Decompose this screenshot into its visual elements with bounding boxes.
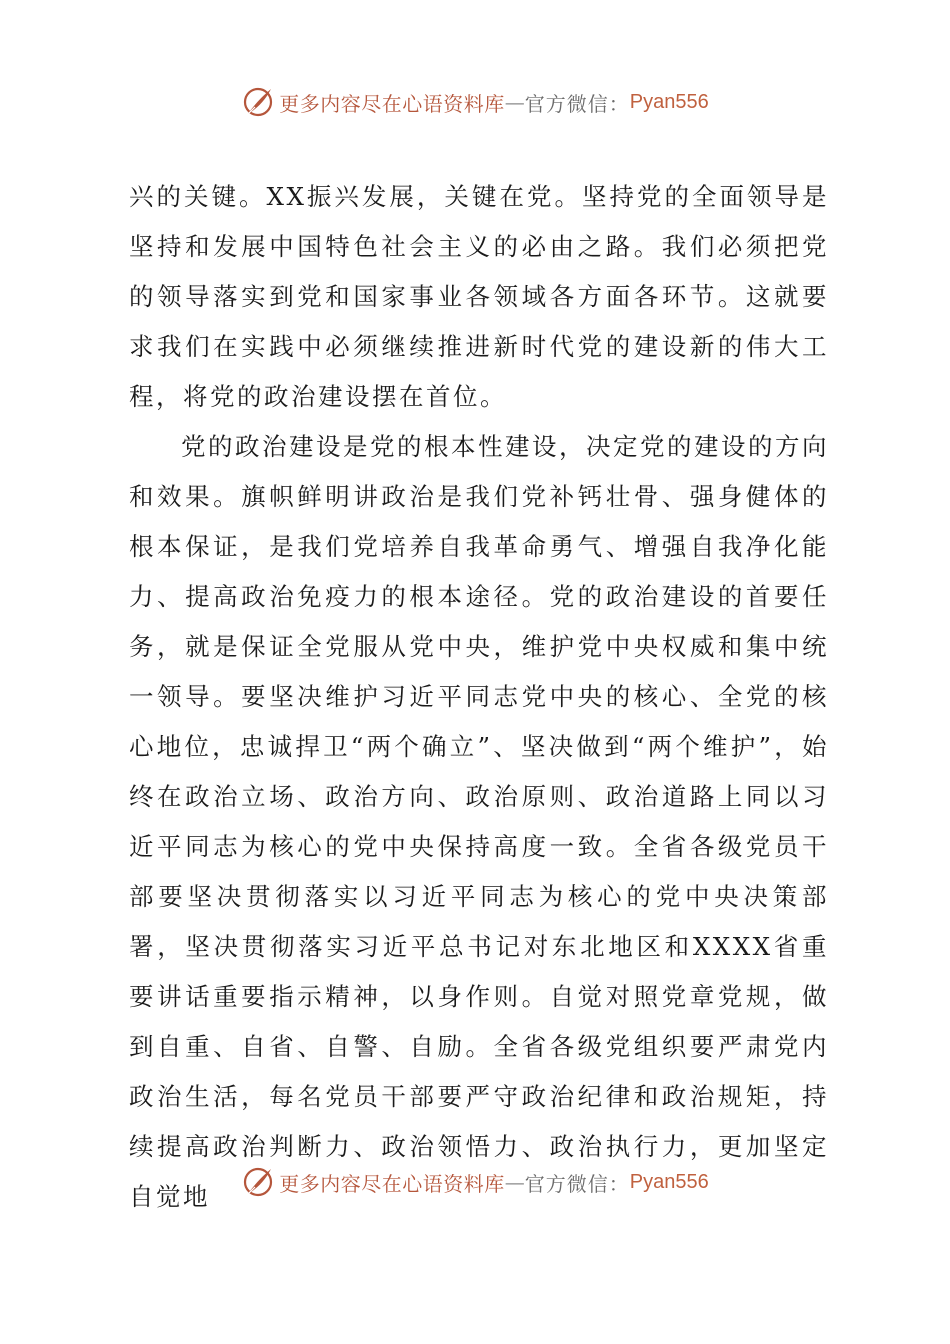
footer-separator: — xyxy=(504,1170,525,1194)
banner-main-text: 更多内容尽在心语资料库 xyxy=(279,91,505,116)
paragraph-continued: 兴的关键。XX振兴发展，关键在党。坚持党的全面领导是坚持和发展中国特色社会主义的必由之路。我们必须把党的领导落实到党和国家事业各领域各方面各环节。这就要求我们在实践中必须继续推进新时代党的建设新的伟大工程，将党的政治建设摆在首位。 xyxy=(129,182,829,411)
footer-wechat-id: Pyan556 xyxy=(629,1170,709,1193)
wechat-id: Pyan556 xyxy=(629,90,709,113)
footer-banner xyxy=(0,1162,950,1202)
wechat-label: 官方微信： xyxy=(524,91,630,116)
quill-pen-logo-icon xyxy=(241,85,275,119)
document-body xyxy=(129,172,829,1222)
banner-separator: — xyxy=(504,90,525,114)
footer-main-text: 更多内容尽在心语资料库 xyxy=(279,1171,505,1196)
quill-pen-logo-icon xyxy=(241,1165,275,1199)
footer-wechat-label: 官方微信： xyxy=(524,1171,630,1196)
paragraph-political-construction: 党的政治建设是党的根本性建设，决定党的建设的方向和效果。旗帜鲜明讲政治是我们党补钙壮骨、强身健体的根本保证，是我们党培养自我革命勇气、增强自我净化能力、提高政治免疫力的根本途径。党的政治建设的首要任务，就是保证全党服从党中央，维护党中央权威和集中统一领导。要坚决维护习近平同志党中央的核心、全党的核心地位，忠诚捍卫“两个确立”、坚决做到“两个维护”，始终在政治立场、政治方向、政治原则、政治道路上同以习近平同志为核心的党中央保持高度一致。全省各级党员干部要坚决贯彻落实以习近平同志为核心的党中央决策部署，坚决贯彻落实习近平总书记对东北地区和XXXX省重要讲话重要指示精神，以身作则。自觉对照党章党规，做到自重、自省、自警、自励。全省各级党组织要严肃党内政治生活，每名党员干部要严守政治纪律和政治规矩，持续提高政治判断力、政治领悟力、政治执行力，更加坚定自觉地 xyxy=(129,432,829,1211)
header-banner xyxy=(0,82,950,122)
